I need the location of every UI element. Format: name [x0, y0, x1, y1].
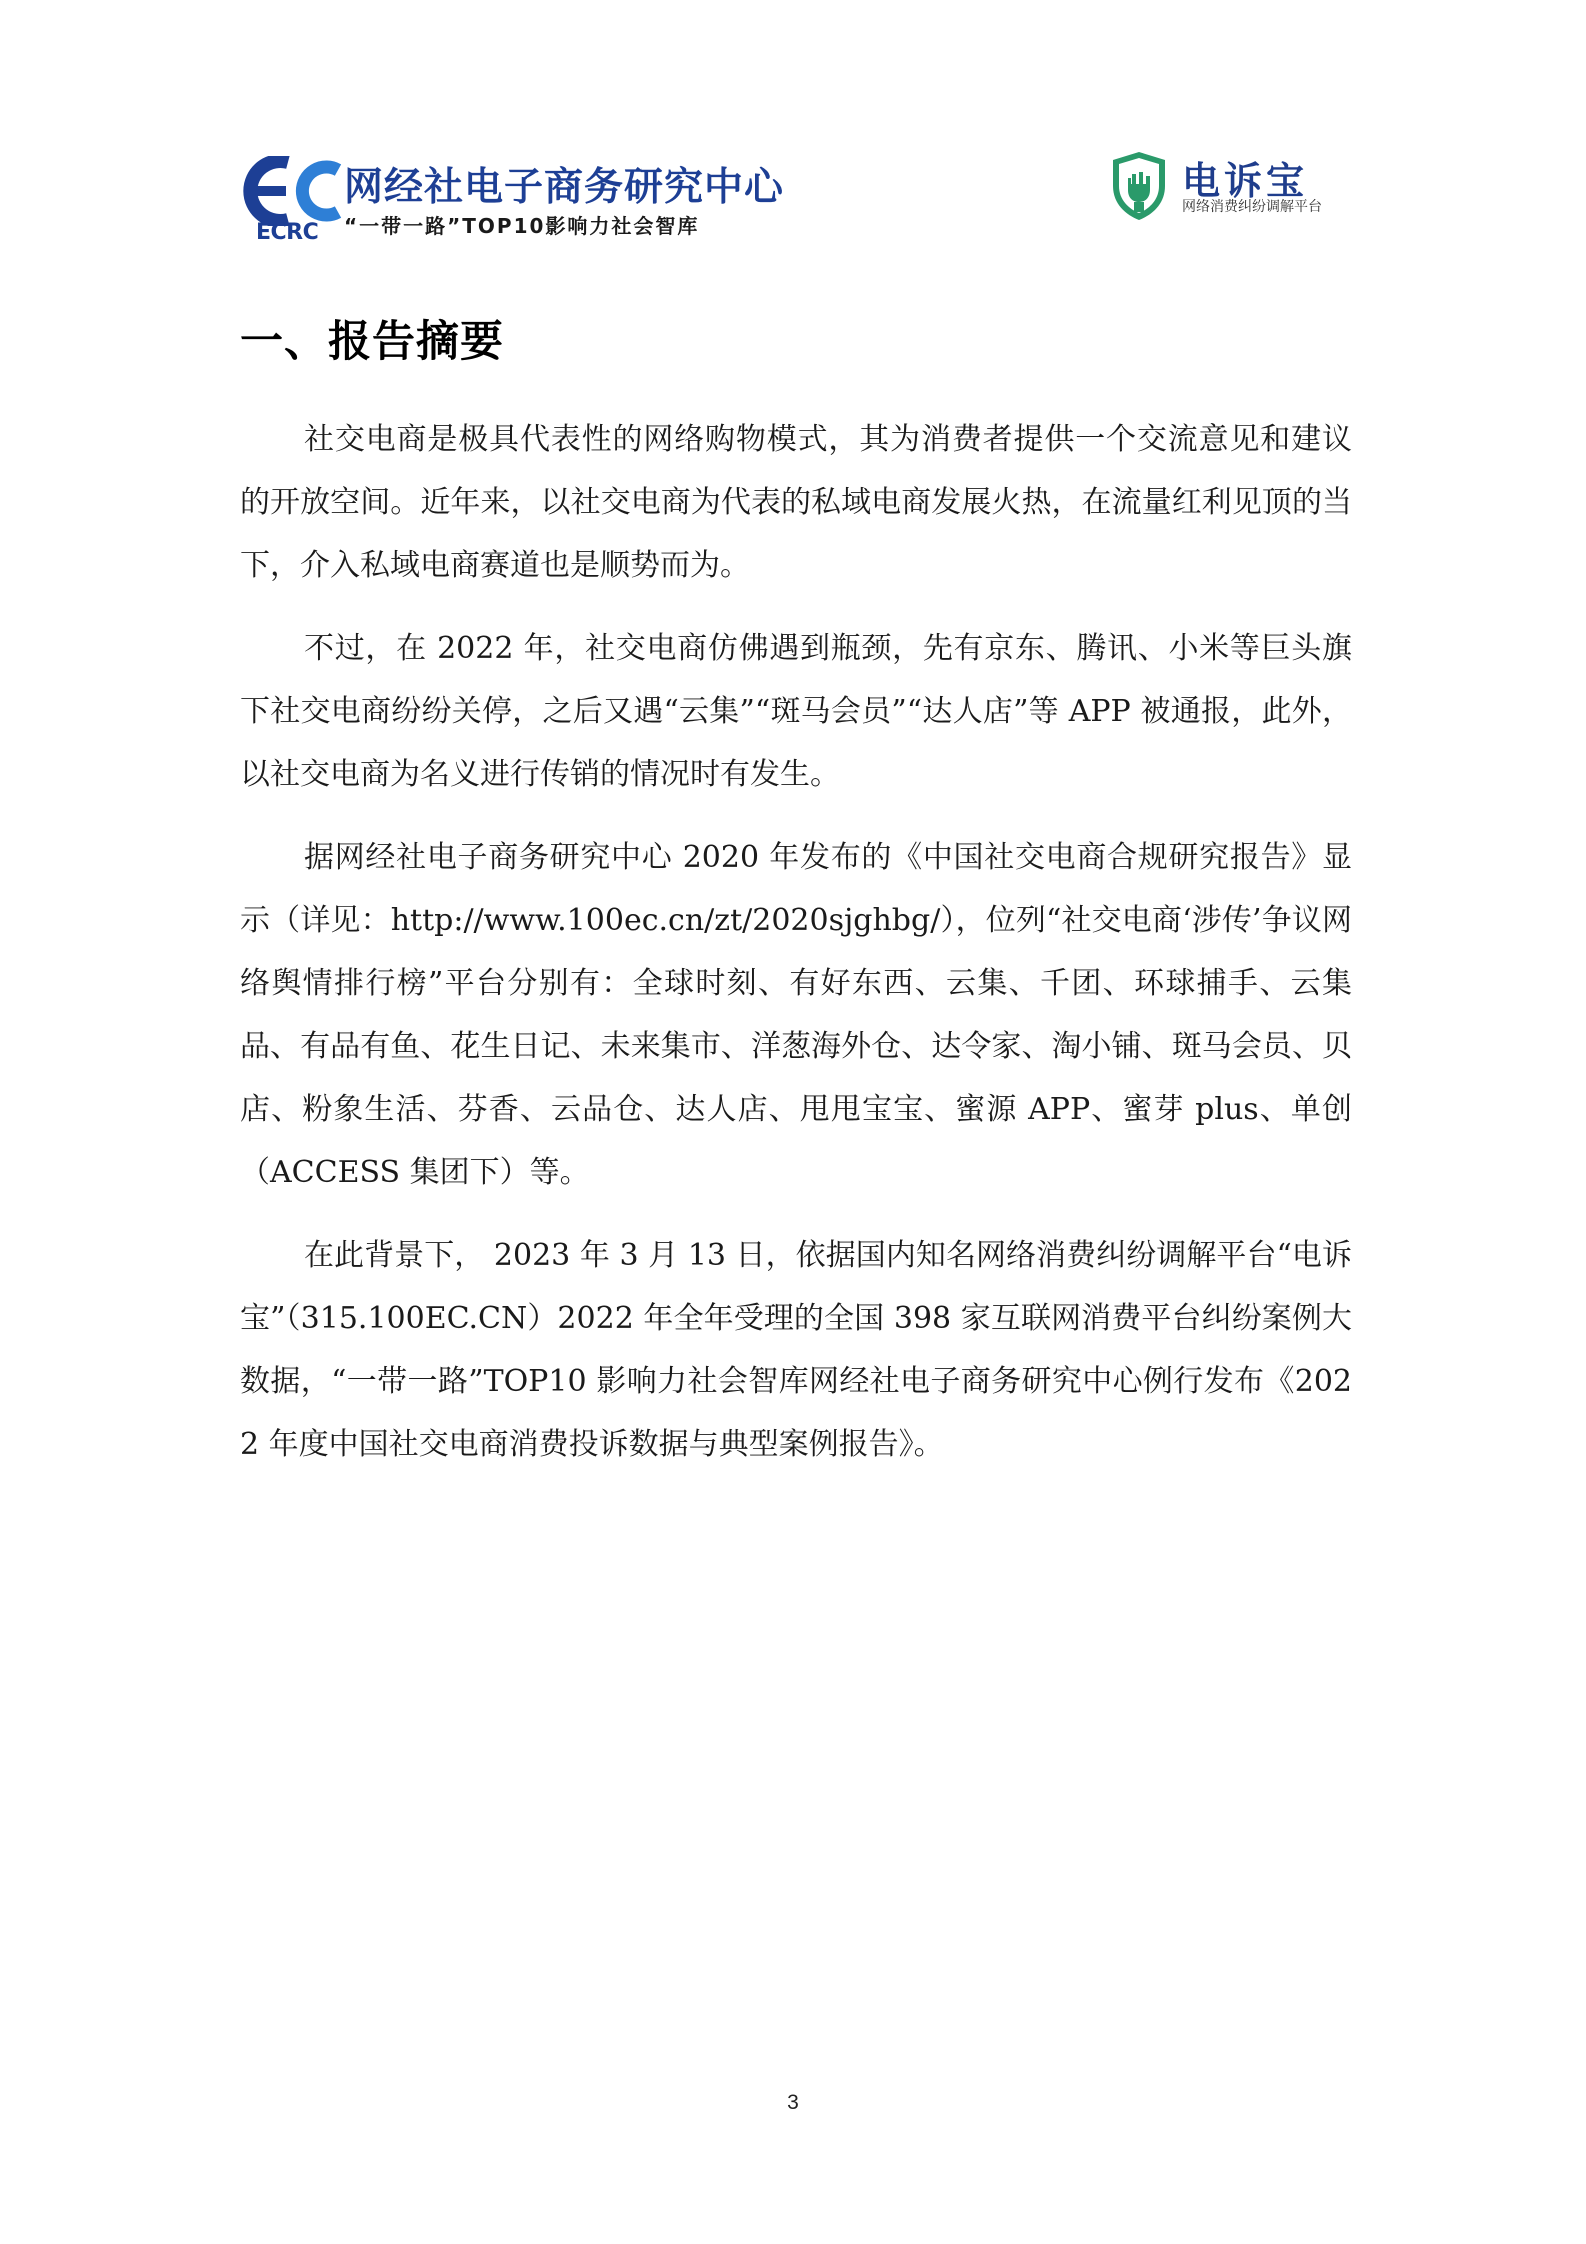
paragraph: 社交电商是极具代表性的网络购物模式，其为消费者提供一个交流意见和建议的开放空间。近年来，以社交电商为代表的私域电商发展火热，在流量红利见顶的当下，介入私域电商赛道也是顺势而为。 — [240, 422, 1352, 583]
paragraph: 据网经社电子商务研究中心 2020 年发布的《中国社交电商合规研究报告》显示（详见：http://www.100ec.cn/zt/2020sjghbg/），位列“社交电商‘涉传’争议网络舆情排行榜”平台分别有：全球时刻、有好东西、云集、千团、环球捕手、云集品、有品有鱼、花生日记、未来集市、洋葱海外仓、达令家、淘小铺、斑马会员、贝店、粉象生活、芬香、云品仓、达人店、甩甩宝宝、蜜源 APP、蜜芽 plus、单创（ACCESS 集团下）等。 — [240, 840, 1352, 1190]
ecrc-abbrev: ECRC — [256, 220, 319, 245]
section-title: 一、报告摘要 — [240, 317, 504, 367]
paragraph: 不过，在 2022 年，社交电商仿佛遇到瓶颈，先有京东、腾讯、小米等巨头旗下社交电商纷纷关停，之后又遇“云集”“斑马会员”“达人店”等 APP 被通报，此外，以社交电商为名义进行传销的情况时有发生。 — [240, 631, 1352, 792]
report-summary-body — [240, 408, 1352, 1496]
dianshubao-name: 电诉宝 — [1182, 159, 1309, 203]
ecrc-org-name: 网经社电子商务研究中心 — [344, 165, 785, 210]
dianshubao-logo — [1110, 150, 1350, 240]
page-header — [240, 150, 1350, 250]
dianshubao-tagline: 网络消费纠纷调解平台 — [1182, 199, 1322, 215]
ecrc-slogan: “一带一路”TOP10影响力社会智库 — [344, 214, 700, 238]
shield-fist-icon — [1110, 150, 1168, 222]
paragraph: 在此背景下， 2023 年 3 月 13 日，依据国内知名网络消费纠纷调解平台“电诉宝”（315.100EC.CN）2022 年全年受理的全国 398 家互联网消费平台纠纷案例大数据，“一带一路”TOP10 影响力社会智库网经社电子商务研究中心例行发布《2022 年度中国社交电商消费投诉数据与典型案例报告》。 — [240, 1238, 1352, 1462]
page-number: 3 — [787, 2091, 799, 2114]
ecrc-logo — [240, 150, 785, 250]
